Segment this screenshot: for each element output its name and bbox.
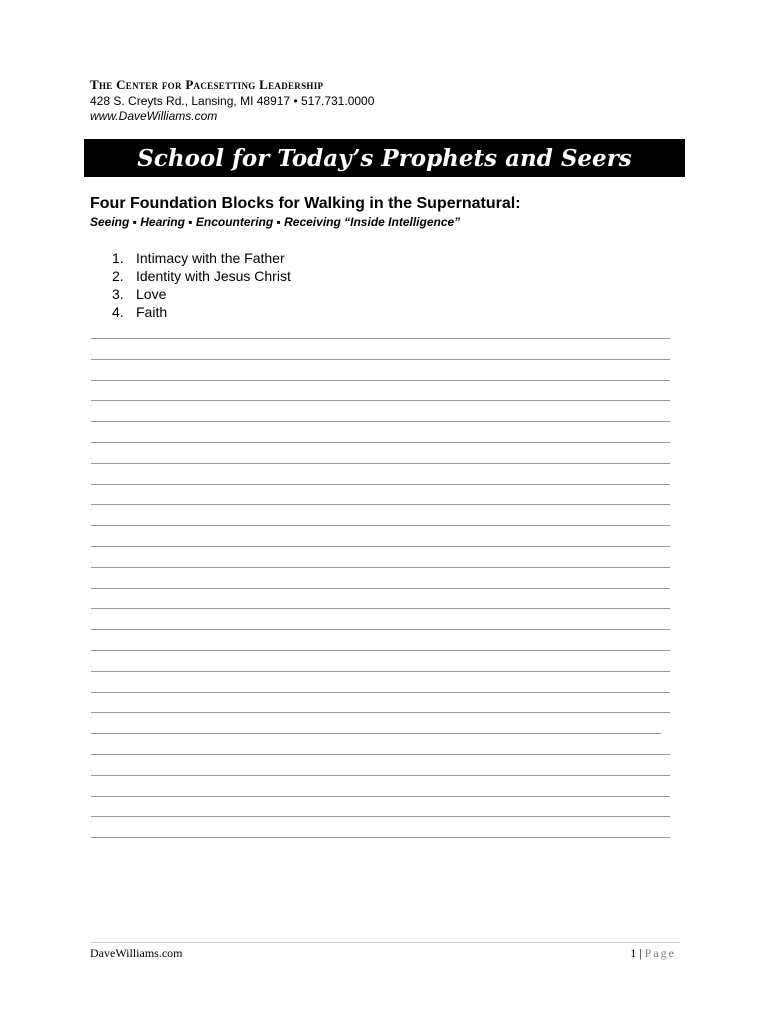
writing-line <box>91 359 670 360</box>
writing-line <box>91 775 670 776</box>
writing-line <box>91 421 670 422</box>
page-label: Page <box>644 946 676 960</box>
writing-line <box>91 816 670 817</box>
writing-line <box>91 400 670 401</box>
writing-line <box>91 546 670 547</box>
list-item-text: Intimacy with the Father <box>136 250 285 266</box>
list-item <box>112 249 291 267</box>
footer-site: DaveWilliams.com <box>90 946 183 960</box>
title-banner <box>84 139 685 177</box>
section-subheading: Seeing ▪ Hearing ▪ Encountering ▪ Receiving “Inside Intelligence” <box>90 215 461 229</box>
list-item-text: Identity with Jesus Christ <box>136 268 291 284</box>
list-item-number: 2. <box>112 268 124 284</box>
list-item <box>112 285 291 303</box>
writing-line <box>91 442 670 443</box>
page-separator: | <box>636 946 645 960</box>
writing-line <box>91 463 670 464</box>
writing-line <box>91 796 670 797</box>
writing-line <box>91 608 670 609</box>
org-website: www.DaveWilliams.com <box>90 109 218 123</box>
writing-line <box>91 380 670 381</box>
list-item <box>112 303 291 321</box>
footer-divider <box>90 942 680 943</box>
writing-line <box>91 525 670 526</box>
writing-line <box>91 338 670 339</box>
writing-line <box>91 588 670 589</box>
org-address: 428 S. Creyts Rd., Lansing, MI 48917 • 517.731.0000 <box>90 94 375 108</box>
list-item <box>112 267 291 285</box>
writing-line <box>91 837 670 838</box>
list-item-number: 4. <box>112 304 124 320</box>
org-name: The Center for Pacesetting Leadership <box>90 77 324 92</box>
writing-line <box>91 671 670 672</box>
list-item-number: 1. <box>112 250 124 266</box>
list-item-text: Love <box>136 286 167 302</box>
banner-title: School for Today’s Prophets and Seers <box>137 144 632 172</box>
writing-line <box>91 567 670 568</box>
list-item-number: 3. <box>112 286 124 302</box>
section-heading: Four Foundation Blocks for Walking in the Supernatural: <box>90 195 521 212</box>
writing-line <box>91 484 670 485</box>
footer-page <box>630 946 676 961</box>
list-item-text: Faith <box>136 304 168 320</box>
writing-line <box>91 650 670 651</box>
page-number: 1 <box>630 946 637 960</box>
writing-line <box>91 754 670 755</box>
writing-line <box>91 712 670 713</box>
writing-line <box>91 692 670 693</box>
writing-line <box>91 629 670 630</box>
writing-line <box>91 733 661 734</box>
foundation-list <box>112 249 291 321</box>
writing-line <box>91 504 670 505</box>
